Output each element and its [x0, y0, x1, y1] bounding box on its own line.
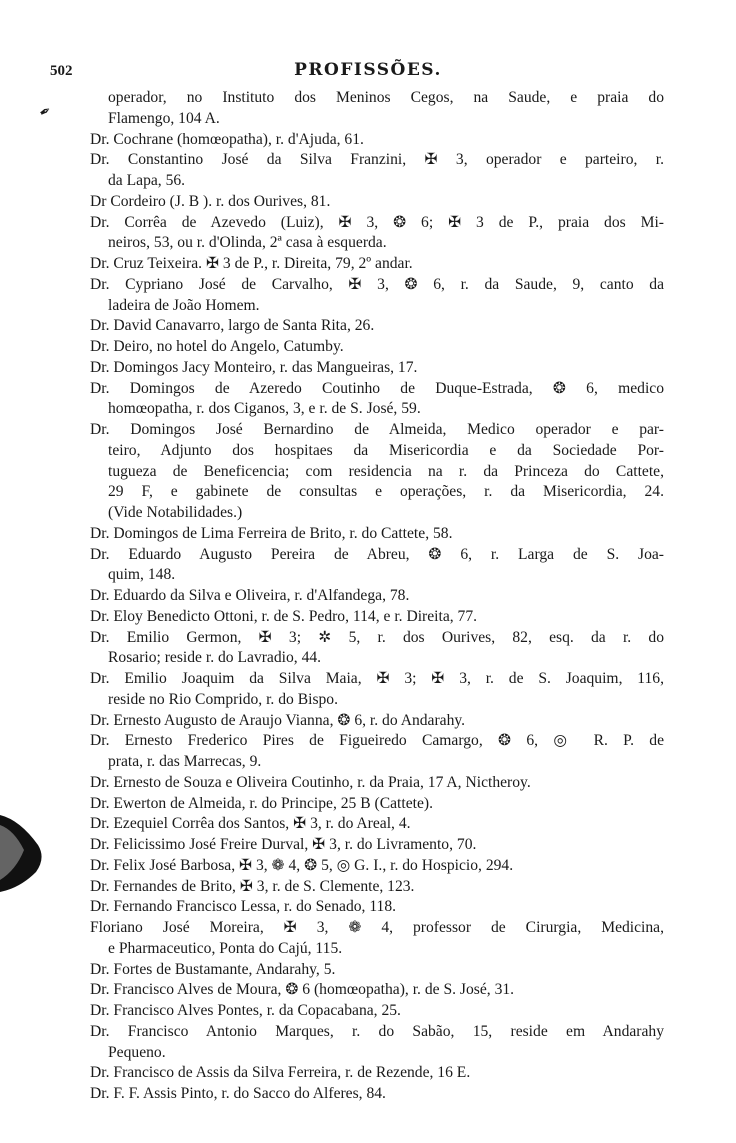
entry-line: Dr. Eduardo da Silva e Oliveira, r. d'Alfandega, 78.	[90, 587, 410, 604]
entry-line: Dr. F. F. Assis Pinto, r. do Sacco do Alferes, 84.	[90, 1085, 386, 1102]
directory-entry	[90, 856, 664, 877]
entry-line: Dr. Cypriano José de Carvalho, ✠ 3, ❂ 6, r. da Saude, 9, canto da	[90, 275, 664, 293]
ink-mark: ✒	[37, 103, 55, 122]
directory-entry	[90, 1022, 664, 1064]
entry-line: reside no Rio Comprido, r. do Bispo.	[108, 690, 339, 708]
directory-entry	[90, 960, 664, 981]
entry-line: Dr. Francisco Alves Pontes, r. da Copacabana, 25.	[90, 1002, 401, 1019]
entry-line: Dr. Francisco Antonio Marques, r. do Sabão, 15, reside em Andarahy	[90, 1022, 664, 1040]
entry-line: quim, 148.	[108, 566, 176, 584]
entry-line: neiros, 53, ou r. d'Olinda, 2ª casa à esquerda.	[108, 234, 387, 252]
entry-line: e Pharmaceutico, Ponta do Cajú, 115.	[108, 939, 343, 957]
entry-line: Dr. Emilio Joaquim da Silva Maia, ✠ 3; ✠ 3, r. de S. Joaquim, 116,	[90, 670, 664, 687]
directory-listing	[90, 88, 664, 1105]
entry-line: Dr. Domingos Jacy Monteiro, r. das Mangueiras, 17.	[90, 358, 418, 376]
entry-line: Dr. Domingos de Lima Ferreira de Brito, r. do Cattete, 58.	[90, 524, 453, 542]
directory-entry	[90, 607, 664, 628]
entry-line: teiro, Adjunto dos hospitaes da Misericordia e da Sociedade Por-	[108, 441, 664, 459]
directory-entry	[90, 918, 664, 960]
directory-entry	[90, 192, 664, 213]
entry-line: Dr. Emilio Germon, ✠ 3; ✲ 5, r. dos Ourives, 82, esq. da r. do	[90, 628, 664, 646]
directory-entry	[90, 88, 664, 130]
directory-entry	[90, 358, 664, 379]
entry-line: Dr. Eduardo Augusto Pereira de Abreu, ❂ 6, r. Larga de S. Joa-	[90, 545, 664, 563]
entry-line: Dr. Fernandes de Brito, ✠ 3, r. de S. Clemente, 123.	[90, 877, 415, 895]
directory-entry	[90, 980, 664, 1001]
entry-line: Dr Cordeiro (J. B ). r. dos Ourives, 81.	[90, 192, 331, 210]
entry-line: Dr. Ewerton de Almeida, r. do Principe, 25 B (Cattete).	[90, 794, 433, 812]
entry-line: Dr. Cruz Teixeira. ✠ 3 de P., r. Direita, 79, 2º andar.	[90, 255, 413, 272]
ink-blot	[0, 810, 50, 895]
entry-line: Dr. Ernesto Augusto de Araujo Vianna, ❂ 6, r. do Andarahy.	[90, 711, 466, 729]
entry-line: Dr. David Canavarro, largo de Santa Rita, 26.	[90, 317, 375, 335]
entry-line: Dr. Felix José Barbosa, ✠ 3, ❁ 4, ❂ 5, ◎ G. I., r. do Hospicio, 294.	[90, 856, 514, 874]
directory-entry	[90, 420, 664, 524]
entry-line: Dr. Fortes de Bustamante, Andarahy, 5.	[90, 960, 336, 978]
directory-entry	[90, 254, 664, 275]
entry-line: Dr. Deiro, no hotel do Angelo, Catumby.	[90, 338, 344, 355]
entry-line: Dr. Ernesto Frederico Pires de Figueiredo Camargo, ❂ 6, ◎ R. P. de	[90, 732, 664, 750]
directory-entry	[90, 1063, 664, 1084]
entry-line: da Lapa, 56.	[108, 172, 186, 189]
directory-entry	[90, 316, 664, 337]
entry-line: Dr. Constantino José da Silva Franzini, ✠ 3, operador e parteiro, r.	[90, 151, 664, 169]
entry-line: Dr. Ezequiel Corrêa dos Santos, ✠ 3, r. do Areal, 4.	[90, 815, 411, 833]
directory-entry	[90, 213, 664, 255]
entry-line: operador, no Instituto dos Meninos Cegos, na Saude, e praia do	[108, 89, 664, 106]
directory-entry	[90, 877, 664, 898]
entry-line: Floriano José Moreira, ✠ 3, ❁ 4, professor de Cirurgia, Medicina,	[90, 919, 664, 936]
directory-entry	[90, 835, 664, 856]
directory-entry	[90, 814, 664, 835]
directory-entry	[90, 586, 664, 607]
directory-entry	[90, 669, 664, 711]
entry-line: Dr. Cochrane (homœopatha), r. d'Ajuda, 61.	[90, 130, 364, 148]
entry-line: Dr. Domingos de Azeredo Coutinho de Duque-Estrada, ❂ 6, medico	[90, 379, 664, 397]
entry-line: Dr. Felicissimo José Freire Durval, ✠ 3, r. do Livramento, 70.	[90, 836, 477, 853]
directory-entry	[90, 773, 664, 794]
entry-line: Dr. Domingos José Bernardino de Almeida, Medico operador e par-	[90, 421, 664, 438]
directory-entry	[90, 628, 664, 670]
directory-entry	[90, 379, 664, 421]
directory-entry	[90, 150, 664, 192]
entry-line: Dr. Ernesto de Souza e Oliveira Coutinho, r. da Praia, 17 A, Nictheroy.	[90, 773, 531, 791]
directory-entry	[90, 1084, 664, 1105]
page-number: 502	[50, 63, 73, 79]
page-title: PROFISSÕES.	[294, 60, 442, 80]
entry-line: 29 F, e gabinete de consultas e operações, r. da Misericordia, 24.	[108, 483, 664, 501]
directory-entry	[90, 1001, 664, 1022]
directory-entry	[90, 337, 664, 358]
directory-entry	[90, 275, 664, 317]
directory-entry	[90, 731, 664, 773]
entry-line: Dr. Francisco Alves de Moura, ❂ 6 (homœopatha), r. de S. José, 31.	[90, 981, 515, 999]
directory-entry	[90, 130, 664, 151]
entry-line: ladeira de João Homem.	[108, 296, 260, 314]
entry-line: Dr. Francisco de Assis da Silva Ferreira, r. de Rezende, 16 E.	[90, 1064, 471, 1082]
directory-entry	[90, 711, 664, 732]
entry-line: Dr. Eloy Benedicto Ottoni, r. de S. Pedro, 114, e r. Direita, 77.	[90, 607, 478, 625]
entry-line: homœopatha, r. dos Ciganos, 3, e r. de S. José, 59.	[108, 400, 421, 418]
entry-line: (Vide Notabilidades.)	[108, 504, 243, 521]
entry-line: Rosario; reside r. do Lavradio, 44.	[108, 649, 322, 667]
entry-line: Dr. Corrêa de Azevedo (Luiz), ✠ 3, ❂ 6; ✠ 3 de P., praia dos Mi-	[90, 213, 664, 231]
directory-entry	[90, 794, 664, 815]
entry-line: tugueza de Beneficencia; com residencia na r. da Princeza do Cattete,	[108, 462, 664, 480]
entry-line: Pequeno.	[108, 1043, 166, 1061]
entry-line: prata, r. das Marrecas, 9.	[108, 753, 262, 770]
directory-entry	[90, 545, 664, 587]
entry-line: Flamengo, 104 A.	[108, 109, 220, 127]
directory-entry	[90, 524, 664, 545]
entry-line: Dr. Fernando Francisco Lessa, r. do Senado, 118.	[90, 898, 397, 916]
directory-entry	[90, 897, 664, 918]
